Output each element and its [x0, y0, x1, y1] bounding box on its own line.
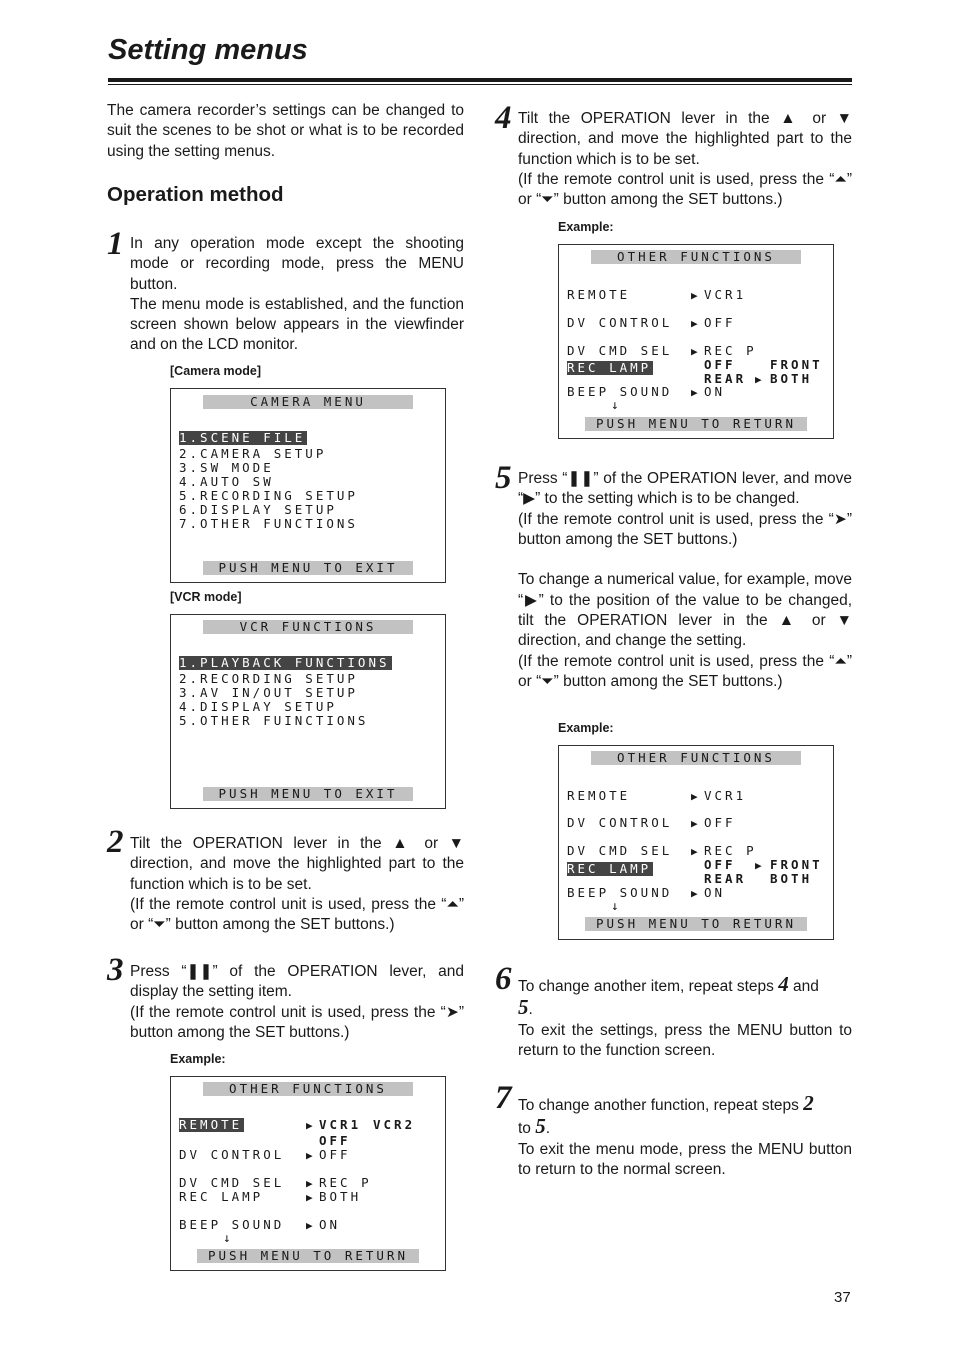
value: ON: [319, 1217, 341, 1232]
step-5-number: 5: [495, 460, 512, 496]
item-label: REMOTE: [567, 788, 631, 803]
section-heading: Operation method: [107, 183, 284, 206]
screen-footer: PUSH MENU TO RETURN: [585, 417, 807, 431]
scroll-down-arrow-icon: ↓: [611, 898, 622, 913]
screen-title: VCR FUNCTIONS: [203, 620, 413, 634]
value: ON: [704, 384, 726, 399]
item-label: BEEP SOUND: [179, 1217, 285, 1232]
screen-title: CAMERA MENU: [203, 395, 413, 409]
item-label: DV CMD SEL: [567, 843, 673, 858]
step-4-text: Tilt the OPERATION lever in the ▲ or ▼ direction, and move the highlighted part to the function which is to be set. (If the remote control unit is used, press the “⏶” or “⏷” button among the SET buttons.): [518, 110, 852, 209]
step-7-text-b: to: [518, 1120, 531, 1138]
value: OFF: [704, 315, 736, 330]
step-6-text: [518, 974, 852, 1061]
cursor-icon: ▶: [306, 1219, 313, 1232]
step-6-text-d: To exit the settings, press the MENU button to return to the function screen.: [518, 1021, 852, 1059]
value: REC P: [704, 843, 757, 858]
value: OFF: [319, 1147, 351, 1162]
step-7-number: 7: [495, 1080, 512, 1116]
cursor-icon: ▶: [691, 317, 698, 330]
vcr-functions-screen: [170, 614, 446, 809]
item-label: DV CONTROL: [567, 315, 673, 330]
menu-item-highlighted: 1.PLAYBACK FUNCTIONS: [179, 655, 390, 670]
value: REAR: [704, 871, 747, 886]
value: REC P: [319, 1175, 372, 1190]
step-1-number: 1: [107, 226, 124, 262]
step-ref: 4: [778, 972, 789, 996]
step-3-text: Press “❚❚” of the OPERATION lever, and display the setting item. (If the remote control unit is used, press the “➤” button among the SET buttons.): [130, 963, 464, 1041]
cursor-icon: ▶: [691, 790, 698, 803]
item-label: BEEP SOUND: [567, 384, 673, 399]
step-4-number: 4: [495, 100, 512, 136]
item-label: BEEP SOUND: [567, 885, 673, 900]
vcr-mode-label: [VCR mode]: [170, 590, 242, 604]
value: OFF: [704, 357, 736, 372]
screen-title: OTHER FUNCTIONS: [203, 1082, 413, 1096]
value: VCR1: [319, 1117, 362, 1132]
step-1-text: In any operation mode except the shooting mode or recording mode, press the MENU button. The menu mode is established, and the function screen shown below appears in the viewfinder and on the LCD monitor.: [130, 235, 464, 354]
menu-item: 2.RECORDING SETUP: [179, 671, 358, 686]
cursor-icon: ▶: [306, 1119, 313, 1132]
scroll-down-arrow-icon: ↓: [223, 1230, 234, 1245]
value: OFF: [704, 815, 736, 830]
example-label: Example:: [170, 1052, 226, 1066]
cursor-icon: ▶: [306, 1191, 313, 1204]
item-label: DV CMD SEL: [567, 343, 673, 358]
camera-menu-screen: [170, 388, 446, 583]
item-label: DV CMD SEL: [179, 1175, 285, 1190]
camera-mode-label: [Camera mode]: [170, 364, 261, 378]
cursor-icon: ▶: [691, 345, 698, 358]
cursor-icon: ▶: [755, 373, 762, 386]
step-7-text-a: To change another function, repeat steps: [518, 1097, 799, 1114]
value: OFF: [704, 857, 736, 872]
item-label: REC LAMP: [179, 1189, 264, 1204]
value: REAR: [704, 371, 747, 386]
cursor-icon: ▶: [691, 386, 698, 399]
step-7-text-c: .: [545, 1120, 551, 1138]
step-6-text-c: .: [528, 1001, 533, 1019]
value: FRONT: [770, 857, 823, 872]
page-number: 37: [834, 1289, 851, 1306]
item-remote-highlighted: REMOTE: [179, 1117, 243, 1132]
other-functions-screen-1: [170, 1076, 446, 1271]
cursor-icon: ▶: [691, 817, 698, 830]
item-rec-lamp-highlighted: REC LAMP: [567, 360, 652, 375]
item-label: REMOTE: [567, 287, 631, 302]
menu-item: 4.AUTO SW: [179, 474, 274, 489]
scroll-down-arrow-icon: ↓: [611, 397, 622, 412]
step-5-text: Press “❚❚” of the OPERATION lever, and move “▶” to the setting which is to be changed. (If the remote control unit is used, press the “➤” button among the SET buttons.) To change a numerical value, for example, move “▶” to the position of the value to be changed, tilt the OPERATION lever in the ▲ or ▼ direction, and change the setting. (If the remote control unit is used, press the “⏶” or “⏷” button among the SET buttons.): [518, 470, 852, 690]
cursor-icon: ▶: [691, 845, 698, 858]
value: BOTH: [319, 1189, 362, 1204]
title-rule-thick: [108, 78, 852, 82]
value: BOTH: [770, 871, 813, 886]
screen-title: OTHER FUNCTIONS: [591, 751, 801, 765]
value: OFF: [319, 1133, 351, 1148]
screen-footer: PUSH MENU TO EXIT: [203, 561, 413, 575]
menu-item: 5.RECORDING SETUP: [179, 488, 358, 503]
menu-item: 5.OTHER FUINCTIONS: [179, 713, 369, 728]
cursor-icon: ▶: [306, 1149, 313, 1162]
value: REC P: [704, 343, 757, 358]
cursor-icon: ▶: [691, 289, 698, 302]
page-title: Setting menus: [108, 34, 308, 66]
item-label: DV CONTROL: [567, 815, 673, 830]
menu-item: 6.DISPLAY SETUP: [179, 502, 337, 517]
step-ref: 5: [535, 1114, 546, 1139]
cursor-icon: ▶: [306, 1177, 313, 1190]
value: FRONT: [770, 357, 823, 372]
menu-item-highlighted: 1.SCENE FILE: [179, 430, 306, 445]
cursor-icon: ▶: [755, 859, 762, 872]
screen-footer: PUSH MENU TO RETURN: [197, 1249, 419, 1263]
other-functions-screen-3: [558, 745, 834, 940]
step-3-number: 3: [107, 952, 124, 988]
value: BOTH: [770, 371, 813, 386]
cursor-icon: ▶: [691, 887, 698, 900]
step-ref: 5: [518, 995, 529, 1020]
step-2-number: 2: [107, 824, 124, 860]
menu-item: 7.OTHER FUNCTIONS: [179, 516, 358, 531]
other-functions-screen-2: [558, 244, 834, 439]
step-ref: 2: [803, 1091, 814, 1115]
step-7-text-d: To exit the menu mode, press the MENU button to return to the normal screen.: [518, 1140, 852, 1178]
screen-footer: PUSH MENU TO EXIT: [203, 787, 413, 801]
step-7-text: [518, 1093, 852, 1180]
screen-title: OTHER FUNCTIONS: [591, 250, 801, 264]
title-rule-thin: [108, 84, 852, 85]
step-6-text-b: and: [793, 978, 819, 995]
item-rec-lamp-highlighted: REC LAMP: [567, 861, 652, 876]
value: ON: [704, 885, 726, 900]
step-2-text: Tilt the OPERATION lever in the ▲ or ▼ direction, and move the highlighted part to the function which is to be set. (If the remote control unit is used, press the “⏶” or “⏷” button among the SET buttons.): [130, 835, 464, 934]
item-label: DV CONTROL: [179, 1147, 285, 1162]
value: VCR1: [704, 788, 747, 803]
step-6-number: 6: [495, 961, 512, 997]
menu-item: 2.CAMERA SETUP: [179, 446, 327, 461]
step-6-text-a: To change another item, repeat steps: [518, 978, 774, 995]
screen-footer: PUSH MENU TO RETURN: [585, 917, 807, 931]
intro-paragraph: The camera recorder’s settings can be changed to suit the scenes to be shot or what is to be recorded using the setting menus.: [107, 102, 464, 160]
example-label: Example:: [558, 721, 614, 735]
menu-item: 3.AV IN/OUT SETUP: [179, 685, 358, 700]
value: VCR2: [373, 1117, 416, 1132]
menu-item: 3.SW MODE: [179, 460, 274, 475]
value: VCR1: [704, 287, 747, 302]
example-label: Example:: [558, 220, 614, 234]
menu-item: 4.DISPLAY SETUP: [179, 699, 337, 714]
